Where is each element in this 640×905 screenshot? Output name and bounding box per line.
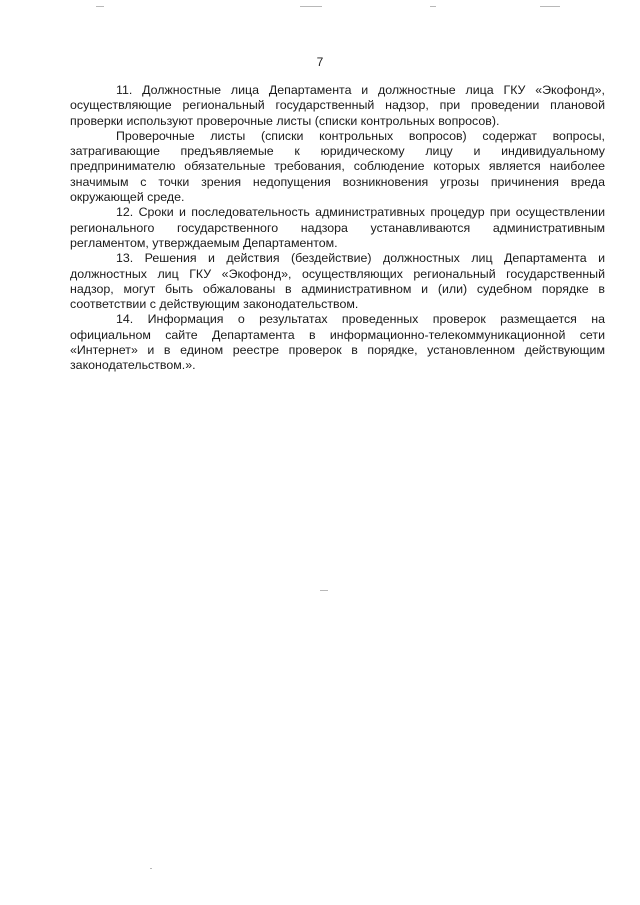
scan-artifact: [430, 6, 436, 7]
page-number: 7: [316, 55, 324, 69]
scan-artifact: [150, 868, 152, 869]
paragraph-13: 13. Решения и действия (бездействие) должностных лиц Департамента и должностных лиц ГКУ «Экофонд», осуществляющих региональный государственный надзор, могут быть обжалованы в административном и (или) судебном порядке в соответствии с действующим законодательством.: [70, 251, 605, 312]
scan-artifact: [96, 6, 104, 7]
scan-artifact: [300, 6, 322, 7]
scan-artifact: [320, 590, 328, 591]
document-body: [70, 83, 605, 374]
paragraph-12: 12. Сроки и последовательность административных процедур при осуществлении регионального государственного надзора устанавливаются административным регламентом, утверждаемым Департаментом.: [70, 205, 605, 250]
scan-artifact: [540, 6, 560, 7]
paragraph-11: 11. Должностные лица Департамента и должностные лица ГКУ «Экофонд», осуществляющие региональный государственный надзор, при проведении плановой проверки используют проверочные листы (списки контрольных вопросов).: [70, 83, 605, 128]
paragraph-14: 14. Информация о результатах проведенных проверок размещается на официальном сайте Департамента в информационно-телекоммуникационной сети «Интернет» и в едином реестре проверок в порядке, установленном действующим законодательством.».: [70, 312, 605, 373]
paragraph-checklists: Проверочные листы (списки контрольных вопросов) содержат вопросы, затрагивающие предъявляемые к юридическому лицу и индивидуальному предпринимателю обязательные требования, соблюдение которых является наиболее значимым с точки зрения недопущения возникновения угрозы причинения вреда окружающей среде.: [70, 128, 605, 205]
